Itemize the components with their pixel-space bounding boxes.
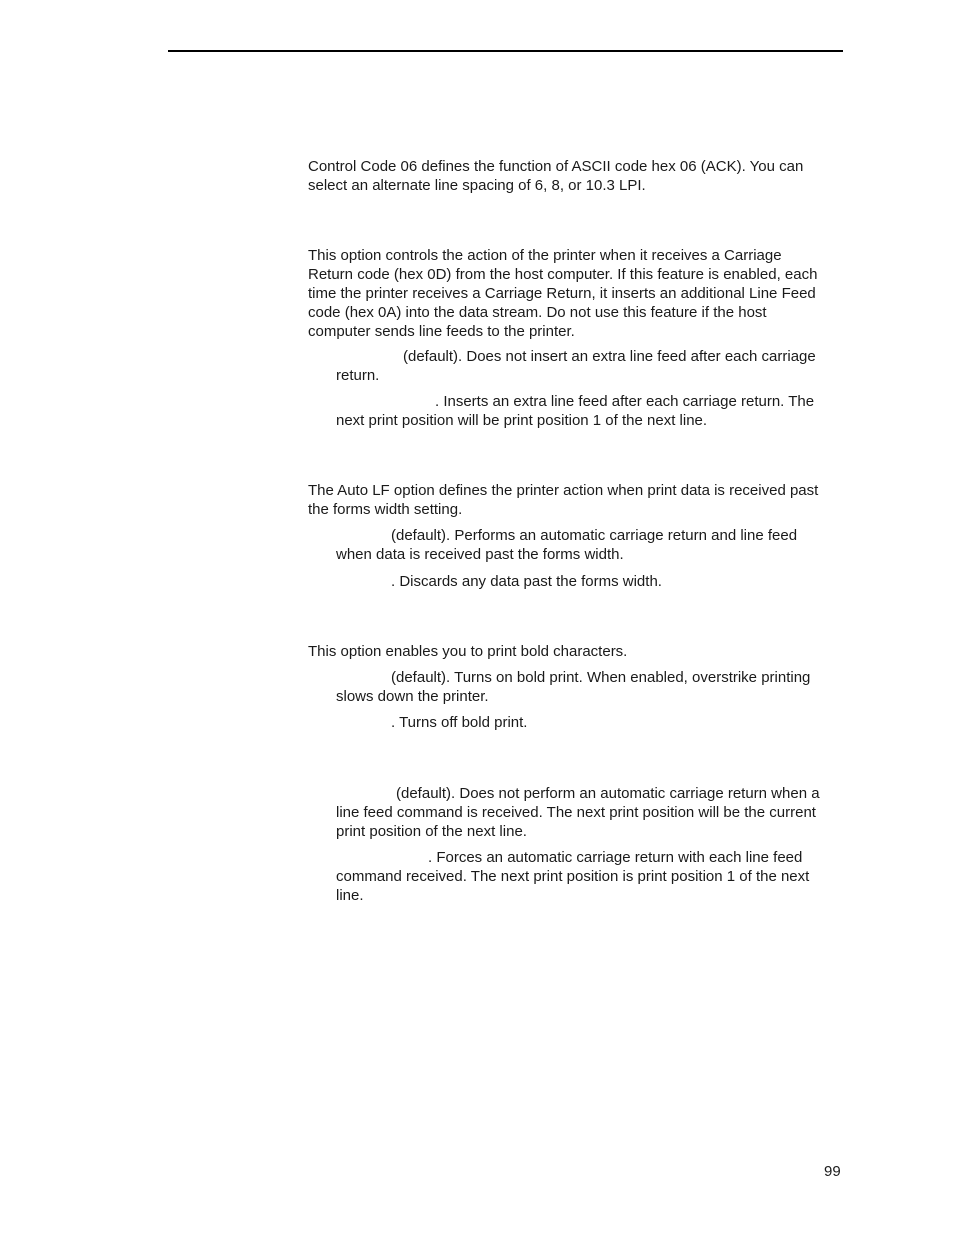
auto-lf-disable-item: . Discards any data past the forms width. <box>391 573 662 590</box>
bold-print-enable-item: (default). Turns on bold print. When enabled, overstrike printing slows down the printer. <box>336 669 811 705</box>
lf-option-disable-item: (default). Does not perform an automatic carriage return when a line feed command is received. The next print position will be the current print position of the next line. <box>336 785 820 840</box>
bold-print-description: This option enables you to print bold characters. <box>308 643 628 660</box>
lf-option-enable-item: . Forces an automatic carriage return with each line feed command received. The next print position is print position 1 of the next line. <box>336 849 810 904</box>
control-code-06-description: Control Code 06 defines the function of ASCII code hex 06 (ACK). You can select an alternate line spacing of 6, 8, or 10.3 LPI. <box>308 158 804 194</box>
auto-lf-description: The Auto LF option defines the printer action when print data is received past the forms width setting. <box>308 482 819 518</box>
header-rule <box>168 50 843 52</box>
page-number: 99 <box>824 1163 841 1180</box>
cr-option-enable-item: . Inserts an extra line feed after each carriage return. The next print position will be print position 1 of the next line. <box>336 393 815 429</box>
cr-option-description: This option controls the action of the printer when it receives a Carriage Return code (hex 0D) from the host computer. If this feature is enabled, each time the printer receives a Carriage Return, it inserts an additional Line Feed code (hex 0A) into the data stream. Do not use this feature if the host computer sends line feeds to the printer. <box>308 247 818 340</box>
bold-print-disable-item: . Turns off bold print. <box>391 714 528 731</box>
cr-option-disable-item: (default). Does not insert an extra line feed after each carriage return. <box>336 348 816 384</box>
auto-lf-enable-item: (default). Performs an automatic carriage return and line feed when data is received past the forms width. <box>336 527 798 563</box>
